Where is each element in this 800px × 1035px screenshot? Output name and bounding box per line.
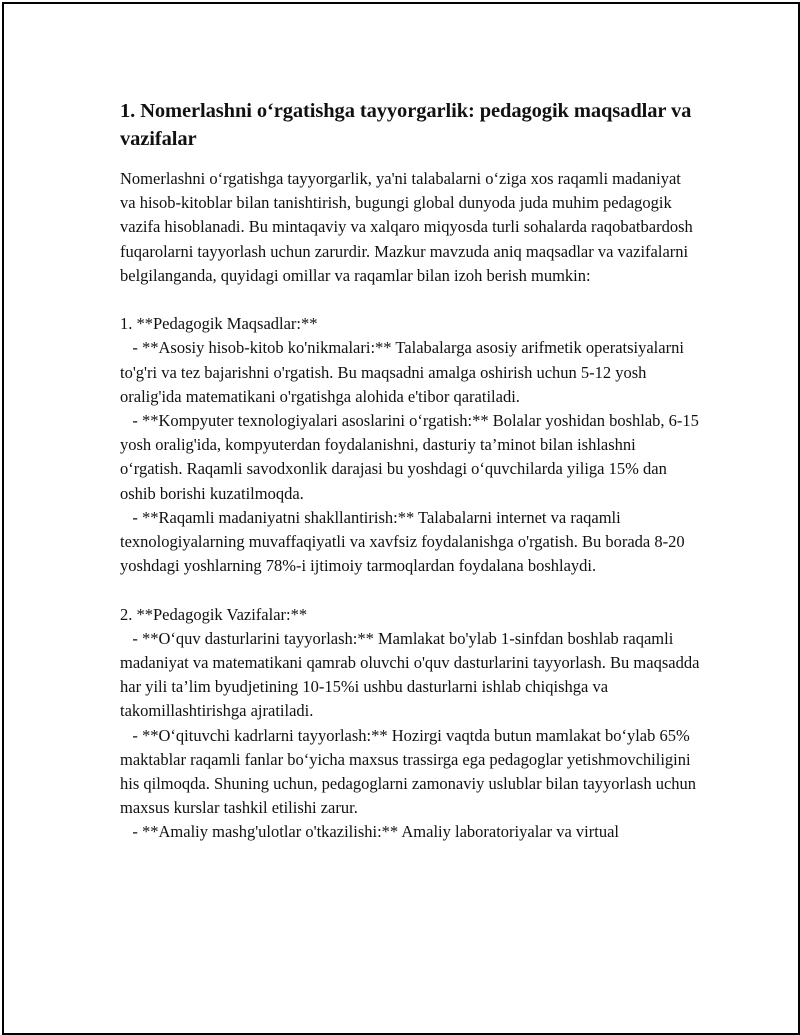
task-item-curricula: - **O‘quv dasturlarini tayyorlash:** Mamlakat bo'ylab 1-sinfdan boshlab raqamli madaniyat va matematikani qamrab oluvchi o'quv dasturlarini tayyorlash. Bu maqsadda har yili ta’lim byudjetining 10-15%i ushbu dasturlarni ishlab chiqishga va takomillashtirishga ajratiladi. [120,628,704,721]
section-heading: 1. Nomerlashni o‘rgatishga tayyorgarlik: pedagogik maqsadlar va vazifalar [120,100,692,150]
task-item-teacher-training: - **O‘qituvchi kadrlarni tayyorlash:** Hozirgi vaqtda butun mamlakat bo‘ylab 65% maktablar raqamli fanlar bo‘yicha maxsus trassirga ega pedagoglar yetishmovchiligini his qilmoqda. Shuning uchun, pedagoglarni zamonaviy uslublar bilan tayyorlash uchun maxsus kurslar tashkil etilishi zarur. [120,725,701,818]
paragraph-gap [120,578,700,602]
goal-item-digital-culture: - **Raqamli madaniyatni shakllantirish:** Talabalarni internet va raqamli texnologiyalarning muvaffaqiyatli va xavfsiz foydalanishga o'rgatish. Bu borada 8-20 yoshdagi yoshlarning 78%-i ijtimoiy tarmoqlardan foydalana boshlaydi. [120,507,689,576]
tasks-title: 2. **Pedagogik Vazifalar:** [120,604,308,624]
goal-item-basic-arithmetic: - **Asosiy hisob-kitob ko'nikmalari:** Talabalarga asosiy arifmetik operatsiyalarni to'g'ri va tez bajarishni o'rgatish. Bu maqsadni amalga oshirish uchun 5-12 yosh oralig'ida matematikani o'rgatishga alohida e'tibor qaratiladi. [120,338,689,406]
document-body [120,97,704,845]
task-item-practical-sessions: - **Amaliy mashg'ulotlar o'tkazilishi:** Amaliy laboratoriyalar va virtual [120,822,619,842]
page-frame [2,2,800,1035]
paragraph-gap [120,288,700,312]
goal-item-computer-basics: - **Kompyuter texnologiyalari asoslarini o‘rgatish:** Bolalar yoshidan boshlab, 6-15 yosh oralig'ida, kompyuterdan foydalanishni, dasturiy ta’minot bilan ishlashni o‘rgatish. Raqamli savodxonlik darajasi bu yoshdagi o‘quvchilarda yiliga 15% dan oshib borishi kuzatilmoqda. [120,411,704,503]
goals-title: 1. **Pedagogik Maqsadlar:** [120,314,318,334]
intro-paragraph: Nomerlashni o‘rgatishga tayyorgarlik, ya'ni talabalarni o‘ziga xos raqamli madaniyat va hisob-kitoblar bilan tanishtirish, bugungi global dunyoda juda muhim pedagogik vazifa hisoblanadi. Bu mintaqaviy va xalqaro miqyosda turli sohalarda raqobatbardosh fuqarolarni tayyorlash uchun zarurdir. Mazkur mavzuda aniq maqsadlar va vazifalarni belgilanganda, quyidagi omillar va raqamlar bilan izoh berish mumkin: [120,169,697,285]
